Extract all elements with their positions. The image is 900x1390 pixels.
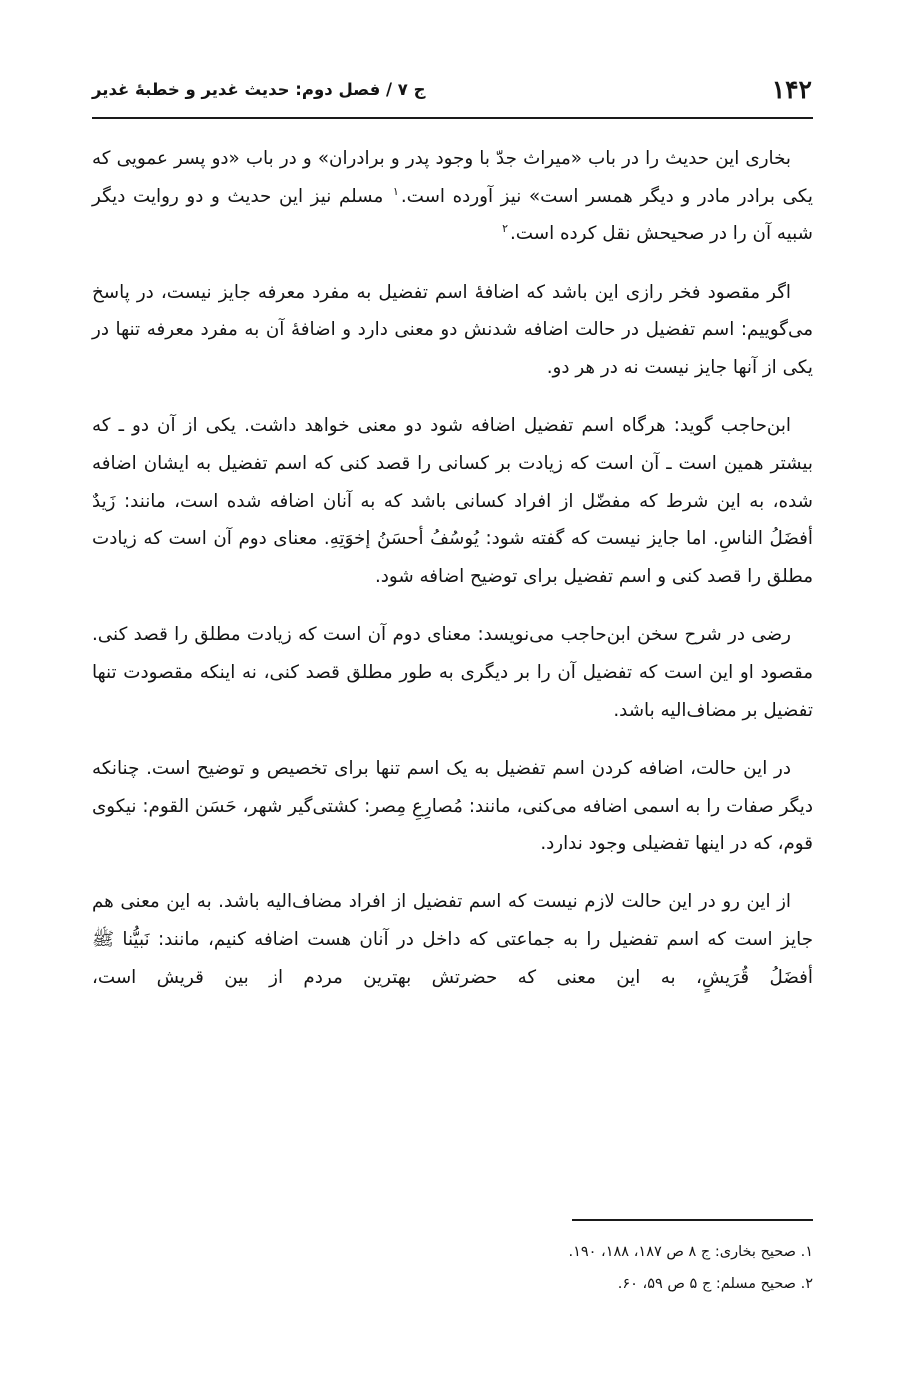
page-header — [92, 68, 812, 110]
running-title: ج ۷ / فصل دوم: حدیث غدیر و خطبهٔ غدیر — [92, 79, 426, 99]
paragraph-text: ابن‌حاجب گوید: هرگاه اسم تفضیل اضافه شود دو معنی خواهد داشت. یکی از آن دو ـ که بیشتر همین است ـ آن است که زیادت بر کسانی را قصد کنی که اسم تفضیل به ایشان اضافه شده، به این شرط که مفضّل از افراد کسانی باشد که به آنان اضافه شده است، مانند: زَیدٌ أفضَلُ الناسِ. اما جایز نیست که گفته شود: یُوسُفُ أحسَنُ إخوَتِهِ. معنای دوم آن است که زیادت مطلق را قصد کنی و اسم تفضیل برای توضیح اضافه شود. — [92, 415, 813, 588]
footnote: ۲. صحیح مسلم: ج ۵ ص ۵۹، ۶۰. — [617, 1276, 813, 1292]
paragraph — [92, 407, 813, 596]
body-text — [92, 140, 813, 997]
paragraph — [92, 750, 813, 863]
footnote-reference: ۲ — [502, 222, 508, 236]
paragraph — [92, 274, 813, 387]
paragraph-text: مسلم نیز این حدیث و دو روایت دیگر شبیه آن را در صحیحش نقل کرده است. — [92, 185, 813, 245]
page-number: ۱۴۲ — [771, 74, 812, 104]
paragraph — [92, 883, 813, 996]
footnote: ۱. صحیح بخاری: ج ۸ ص ۱۸۷، ۱۸۸، ۱۹۰. — [568, 1244, 813, 1260]
footnote-divider — [572, 1219, 813, 1221]
paragraph-text: اگر مقصود فخر رازی این باشد که اضافهٔ اسم تفضیل به مفرد معرفه جایز نیست، در پاسخ می‌گوییم: اسم تفضیل در حالت اضافه شدنش دو معنی دارد و اضافهٔ آن به مفرد معرفه تنها در یکی از آنها جایز نیست نه در هر دو. — [92, 281, 813, 379]
paragraph — [92, 140, 813, 253]
paragraph-text: در این حالت، اضافه کردن اسم تفضیل به یک اسم تنها برای تخصیص و توضیح است. چنانکه دیگر صفات را به اسمی اضافه می‌کنی، مانند: مُصارِعِ مِصر: کشتی‌گیر شهر، حَسَن القوم: نیکوی قوم، که در اینها تفضیلی وجود ندارد. — [92, 757, 813, 855]
paragraph — [92, 616, 813, 729]
paragraph-text: بخاری این حدیث را در باب «میراث جدّ با وجود پدر و برادران» و در باب «دو پسر عمویی که یکی برادر مادر و دیگر همسر است» نیز آورده است. — [92, 148, 813, 207]
footnotes — [92, 1236, 813, 1300]
paragraph-text: از این رو در این حالت لازم نیست که اسم تفضیل از افراد مضاف‌الیه باشد. به این معنی هم جایز است که اسم تفضیل را به جماعتی که داخل در آنان هست اضافه کنیم، مانند: نَبیُّنا ﷺ أفضَلُ قُرَیشٍ، به این معنی که حضرتش بهترین مردم از بین قریش است، — [92, 891, 813, 988]
header-divider — [92, 117, 813, 119]
footnote-reference: ۱ — [392, 184, 399, 198]
paragraph-text: رضی در شرح سخن ابن‌حاجب می‌نویسد: معنای دوم آن است که زیادت مطلق را قصد کنی. مقصود او این است که تفضیل آن را بر دیگری به طور مطلق قصد کنی، نه اینکه مقصودت تنها تفضیل بر مضاف‌الیه باشد. — [92, 624, 813, 721]
